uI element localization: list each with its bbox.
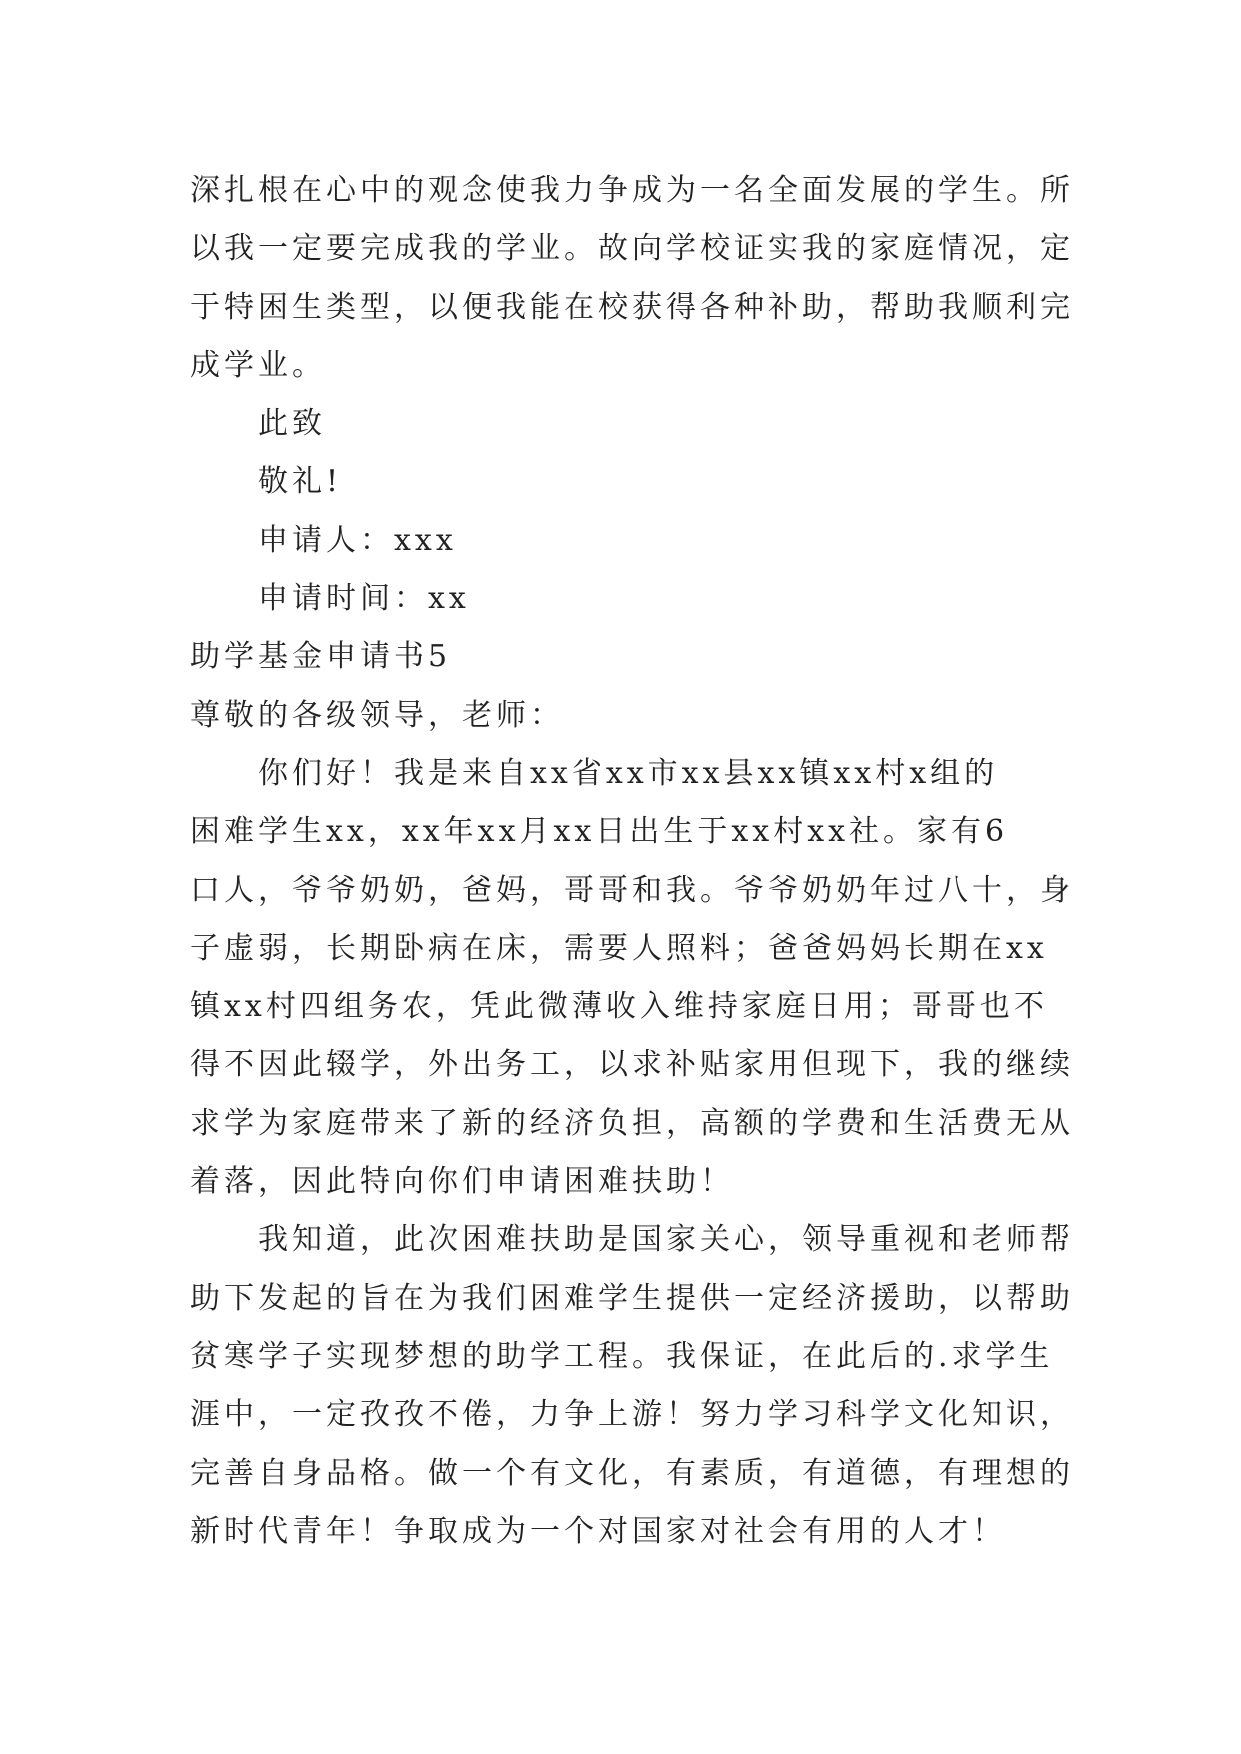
text-line: 求学为家庭带来了新的经济负担，高额的学费和生活费无从 [190, 1105, 1074, 1141]
greeting-line: 尊敬的各级领导，老师： [190, 697, 564, 733]
text-line: 于特困生类型，以便我能在校获得各种补助，帮助我顺利完 [190, 289, 1074, 325]
text-line: 涯中，一定孜孜不倦，力争上游！努力学习科学文化知识， [190, 1397, 1074, 1433]
text-line: 成学业。 [190, 347, 326, 383]
applicant-name: 申请人：xxx [258, 522, 457, 558]
section-heading: 助学基金申请书5 [190, 639, 452, 675]
text-line: 困难学生xx，xx年xx月xx日出生于xx村xx社。家有6 [190, 814, 1009, 850]
text-line: 口人，爷爷奶奶，爸妈，哥哥和我。爷爷奶奶年过八十，身 [190, 872, 1074, 908]
text-line: 我知道，此次困难扶助是国家关心，领导重视和老师帮 [258, 1222, 1074, 1258]
text-line: 子虚弱，长期卧病在床，需要人照料；爸爸妈妈长期在xx [190, 930, 1048, 966]
text-line: 你们好！我是来自xx省xx市xx县xx镇xx村x组的 [258, 755, 999, 791]
text-line: 完善自身品格。做一个有文化，有素质，有道德，有理想的 [190, 1455, 1074, 1491]
text-line: 深扎根在心中的观念使我力争成为一名全面发展的学生。所 [190, 173, 1074, 208]
text-line: 新时代青年！争取成为一个对国家对社会有用的人才！ [190, 1513, 1006, 1549]
text-line: 以我一定要完成我的学业。故向学校证实我的家庭情况，定 [190, 231, 1074, 267]
closing-salutation: 此致 [258, 406, 326, 442]
text-line: 贫寒学子实现梦想的助学工程。我保证，在此后的.求学生 [190, 1338, 1054, 1374]
text-line: 镇xx村四组务农，凭此微薄收入维持家庭日用；哥哥也不 [190, 989, 1048, 1025]
text-line: 着落，因此特向你们申请困难扶助！ [190, 1164, 734, 1200]
document-body [190, 162, 1074, 1561]
text-line: 助下发起的旨在为我们困难学生提供一定经济援助，以帮助 [190, 1280, 1074, 1316]
application-date: 申请时间：xx [258, 581, 470, 617]
text-line: 得不因此辍学，外出务工，以求补贴家用但现下，我的继续 [190, 1047, 1074, 1083]
closing-regards: 敬礼! [258, 464, 343, 500]
